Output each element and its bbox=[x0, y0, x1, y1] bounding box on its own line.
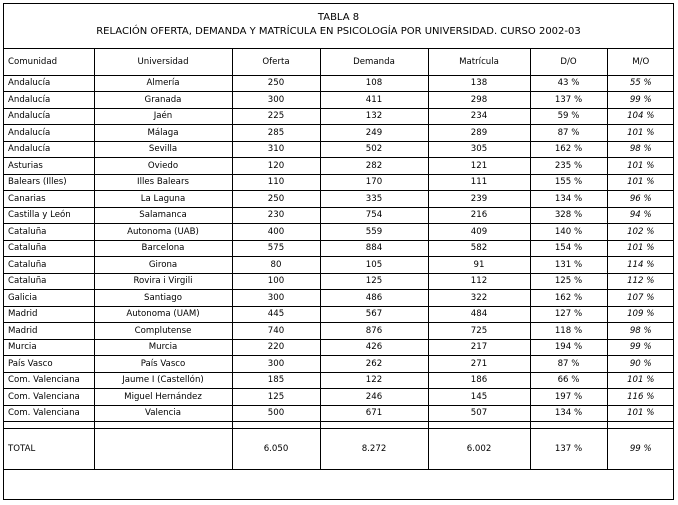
table-row bbox=[4, 405, 674, 422]
cell-mo: 101 % bbox=[607, 158, 674, 175]
cell-demanda: 170 bbox=[320, 174, 428, 191]
cell-do: 235 % bbox=[530, 158, 607, 175]
cell-mo: 98 % bbox=[607, 141, 674, 158]
cell-universidad: Rovira i Virgili bbox=[94, 273, 232, 290]
header-row bbox=[4, 49, 674, 75]
cell-matricula: 121 bbox=[428, 158, 530, 175]
data-table bbox=[4, 49, 674, 470]
cell-oferta: 250 bbox=[232, 191, 320, 208]
cell-matricula: 217 bbox=[428, 339, 530, 356]
cell-do: 137 % bbox=[530, 92, 607, 109]
cell-comunidad: Madrid bbox=[4, 306, 94, 323]
column-header: Matrícula bbox=[428, 49, 530, 75]
cell-comunidad: Andalucía bbox=[4, 92, 94, 109]
total-mo: 99 % bbox=[607, 429, 674, 470]
cell-oferta: 740 bbox=[232, 323, 320, 340]
cell-demanda: 105 bbox=[320, 257, 428, 274]
cell-mo: 94 % bbox=[607, 207, 674, 224]
table-title: RELACIÓN OFERTA, DEMANDA Y MATRÍCULA EN PSICOLOGÍA POR UNIVERSIDAD. CURSO 2002-03 bbox=[96, 26, 581, 37]
cell-oferta: 300 bbox=[232, 290, 320, 307]
cell-demanda: 249 bbox=[320, 125, 428, 142]
cell-oferta: 110 bbox=[232, 174, 320, 191]
table-number: TABLA 8 bbox=[317, 12, 360, 23]
table-row bbox=[4, 290, 674, 307]
cell-matricula: 582 bbox=[428, 240, 530, 257]
cell-comunidad: Com. Valenciana bbox=[4, 372, 94, 389]
cell-mo: 101 % bbox=[607, 240, 674, 257]
cell-do: 87 % bbox=[530, 356, 607, 373]
cell-mo: 102 % bbox=[607, 224, 674, 241]
cell-matricula: 111 bbox=[428, 174, 530, 191]
cell-do: 134 % bbox=[530, 405, 607, 422]
cell-matricula: 239 bbox=[428, 191, 530, 208]
cell-mo: 114 % bbox=[607, 257, 674, 274]
cell-oferta: 220 bbox=[232, 339, 320, 356]
column-header: M/O bbox=[607, 49, 674, 75]
cell-comunidad: Cataluña bbox=[4, 224, 94, 241]
cell-oferta: 285 bbox=[232, 125, 320, 142]
cell-matricula: 112 bbox=[428, 273, 530, 290]
cell-matricula: 145 bbox=[428, 389, 530, 406]
cell-do: 134 % bbox=[530, 191, 607, 208]
cell-oferta: 500 bbox=[232, 405, 320, 422]
cell-universidad: Málaga bbox=[94, 125, 232, 142]
cell-mo: 99 % bbox=[607, 92, 674, 109]
cell-do: 155 % bbox=[530, 174, 607, 191]
cell-comunidad: Com. Valenciana bbox=[4, 389, 94, 406]
table-row bbox=[4, 224, 674, 241]
total-demanda: 8.272 bbox=[320, 429, 428, 470]
cell-do: 125 % bbox=[530, 273, 607, 290]
cell-universidad: Murcia bbox=[94, 339, 232, 356]
cell-universidad: País Vasco bbox=[94, 356, 232, 373]
table-row bbox=[4, 75, 674, 92]
column-header: Demanda bbox=[320, 49, 428, 75]
cell-universidad: Barcelona bbox=[94, 240, 232, 257]
spacer-row bbox=[4, 422, 674, 429]
cell-matricula: 409 bbox=[428, 224, 530, 241]
cell-demanda: 335 bbox=[320, 191, 428, 208]
cell-oferta: 310 bbox=[232, 141, 320, 158]
cell-do: 194 % bbox=[530, 339, 607, 356]
cell-comunidad: Asturias bbox=[4, 158, 94, 175]
cell-matricula: 725 bbox=[428, 323, 530, 340]
cell-demanda: 754 bbox=[320, 207, 428, 224]
table-row bbox=[4, 306, 674, 323]
table-row bbox=[4, 191, 674, 208]
table-row bbox=[4, 125, 674, 142]
cell-matricula: 91 bbox=[428, 257, 530, 274]
cell-comunidad: Madrid bbox=[4, 323, 94, 340]
cell-mo: 101 % bbox=[607, 405, 674, 422]
column-header: Oferta bbox=[232, 49, 320, 75]
cell-demanda: 282 bbox=[320, 158, 428, 175]
cell-matricula: 322 bbox=[428, 290, 530, 307]
cell-do: 140 % bbox=[530, 224, 607, 241]
cell-demanda: 125 bbox=[320, 273, 428, 290]
cell-comunidad: Andalucía bbox=[4, 108, 94, 125]
cell-comunidad: Castilla y León bbox=[4, 207, 94, 224]
cell-universidad: Salamanca bbox=[94, 207, 232, 224]
cell-oferta: 250 bbox=[232, 75, 320, 92]
cell-matricula: 305 bbox=[428, 141, 530, 158]
cell-comunidad: Murcia bbox=[4, 339, 94, 356]
cell-demanda: 559 bbox=[320, 224, 428, 241]
cell-comunidad: Cataluña bbox=[4, 257, 94, 274]
table-row bbox=[4, 389, 674, 406]
cell-universidad: Santiago bbox=[94, 290, 232, 307]
table-row bbox=[4, 273, 674, 290]
cell-mo: 109 % bbox=[607, 306, 674, 323]
table-row bbox=[4, 207, 674, 224]
cell-comunidad: Andalucía bbox=[4, 75, 94, 92]
cell-universidad: Complutense bbox=[94, 323, 232, 340]
cell-do: 118 % bbox=[530, 323, 607, 340]
table-row bbox=[4, 108, 674, 125]
cell-demanda: 567 bbox=[320, 306, 428, 323]
cell-universidad: Illes Balears bbox=[94, 174, 232, 191]
cell-demanda: 108 bbox=[320, 75, 428, 92]
column-header: D/O bbox=[530, 49, 607, 75]
cell-matricula: 234 bbox=[428, 108, 530, 125]
table-row bbox=[4, 240, 674, 257]
total-matricula: 6.002 bbox=[428, 429, 530, 470]
cell-mo: 112 % bbox=[607, 273, 674, 290]
cell-oferta: 125 bbox=[232, 389, 320, 406]
cell-comunidad: Cataluña bbox=[4, 273, 94, 290]
cell-demanda: 132 bbox=[320, 108, 428, 125]
cell-matricula: 216 bbox=[428, 207, 530, 224]
column-header: Comunidad bbox=[4, 49, 94, 75]
cell-matricula: 138 bbox=[428, 75, 530, 92]
table-row bbox=[4, 356, 674, 373]
cell-mo: 107 % bbox=[607, 290, 674, 307]
total-label: TOTAL bbox=[4, 429, 94, 470]
cell-do: 328 % bbox=[530, 207, 607, 224]
cell-oferta: 300 bbox=[232, 356, 320, 373]
table-row bbox=[4, 339, 674, 356]
cell-demanda: 262 bbox=[320, 356, 428, 373]
cell-demanda: 671 bbox=[320, 405, 428, 422]
cell-do: 162 % bbox=[530, 141, 607, 158]
total-do: 137 % bbox=[530, 429, 607, 470]
cell-universidad: Autonoma (UAM) bbox=[94, 306, 232, 323]
cell-comunidad: Balears (Illes) bbox=[4, 174, 94, 191]
cell-comunidad: Andalucía bbox=[4, 141, 94, 158]
table-row bbox=[4, 257, 674, 274]
cell-do: 66 % bbox=[530, 372, 607, 389]
cell-demanda: 411 bbox=[320, 92, 428, 109]
cell-universidad: Miguel Hernández bbox=[94, 389, 232, 406]
cell-comunidad: País Vasco bbox=[4, 356, 94, 373]
cell-universidad: Girona bbox=[94, 257, 232, 274]
column-header: Universidad bbox=[94, 49, 232, 75]
table-row bbox=[4, 372, 674, 389]
cell-mo: 104 % bbox=[607, 108, 674, 125]
cell-mo: 101 % bbox=[607, 125, 674, 142]
cell-comunidad: Cataluña bbox=[4, 240, 94, 257]
cell-do: 127 % bbox=[530, 306, 607, 323]
cell-mo: 99 % bbox=[607, 339, 674, 356]
cell-universidad: Oviedo bbox=[94, 158, 232, 175]
cell-demanda: 426 bbox=[320, 339, 428, 356]
cell-universidad: Jaén bbox=[94, 108, 232, 125]
cell-mo: 101 % bbox=[607, 372, 674, 389]
cell-universidad: La Laguna bbox=[94, 191, 232, 208]
total-row bbox=[4, 429, 674, 470]
cell-universidad: Almería bbox=[94, 75, 232, 92]
cell-do: 154 % bbox=[530, 240, 607, 257]
table-row bbox=[4, 174, 674, 191]
cell-mo: 101 % bbox=[607, 174, 674, 191]
cell-matricula: 289 bbox=[428, 125, 530, 142]
cell-oferta: 400 bbox=[232, 224, 320, 241]
cell-mo: 116 % bbox=[607, 389, 674, 406]
cell-comunidad: Canarias bbox=[4, 191, 94, 208]
cell-do: 59 % bbox=[530, 108, 607, 125]
cell-oferta: 100 bbox=[232, 273, 320, 290]
cell-oferta: 120 bbox=[232, 158, 320, 175]
cell-demanda: 486 bbox=[320, 290, 428, 307]
cell-comunidad: Galicia bbox=[4, 290, 94, 307]
cell-oferta: 185 bbox=[232, 372, 320, 389]
cell-comunidad: Andalucía bbox=[4, 125, 94, 142]
cell-demanda: 502 bbox=[320, 141, 428, 158]
cell-universidad: Autonoma (UAB) bbox=[94, 224, 232, 241]
cell-matricula: 186 bbox=[428, 372, 530, 389]
total-universidad bbox=[94, 429, 232, 470]
cell-universidad: Valencia bbox=[94, 405, 232, 422]
table-title-block bbox=[4, 4, 673, 49]
table-row bbox=[4, 141, 674, 158]
cell-do: 131 % bbox=[530, 257, 607, 274]
cell-do: 162 % bbox=[530, 290, 607, 307]
cell-matricula: 484 bbox=[428, 306, 530, 323]
cell-oferta: 575 bbox=[232, 240, 320, 257]
cell-do: 197 % bbox=[530, 389, 607, 406]
cell-universidad: Sevilla bbox=[94, 141, 232, 158]
cell-oferta: 225 bbox=[232, 108, 320, 125]
cell-universidad: Jaume I (Castellón) bbox=[94, 372, 232, 389]
cell-universidad: Granada bbox=[94, 92, 232, 109]
cell-do: 43 % bbox=[530, 75, 607, 92]
table-row bbox=[4, 158, 674, 175]
cell-oferta: 80 bbox=[232, 257, 320, 274]
cell-demanda: 246 bbox=[320, 389, 428, 406]
cell-matricula: 507 bbox=[428, 405, 530, 422]
cell-mo: 55 % bbox=[607, 75, 674, 92]
cell-oferta: 445 bbox=[232, 306, 320, 323]
cell-do: 87 % bbox=[530, 125, 607, 142]
cell-mo: 96 % bbox=[607, 191, 674, 208]
cell-oferta: 300 bbox=[232, 92, 320, 109]
table-frame bbox=[3, 3, 674, 500]
cell-matricula: 298 bbox=[428, 92, 530, 109]
table-row bbox=[4, 323, 674, 340]
table-row bbox=[4, 92, 674, 109]
cell-demanda: 884 bbox=[320, 240, 428, 257]
cell-demanda: 876 bbox=[320, 323, 428, 340]
cell-oferta: 230 bbox=[232, 207, 320, 224]
total-oferta: 6.050 bbox=[232, 429, 320, 470]
cell-demanda: 122 bbox=[320, 372, 428, 389]
cell-comunidad: Com. Valenciana bbox=[4, 405, 94, 422]
cell-mo: 90 % bbox=[607, 356, 674, 373]
cell-mo: 98 % bbox=[607, 323, 674, 340]
cell-matricula: 271 bbox=[428, 356, 530, 373]
